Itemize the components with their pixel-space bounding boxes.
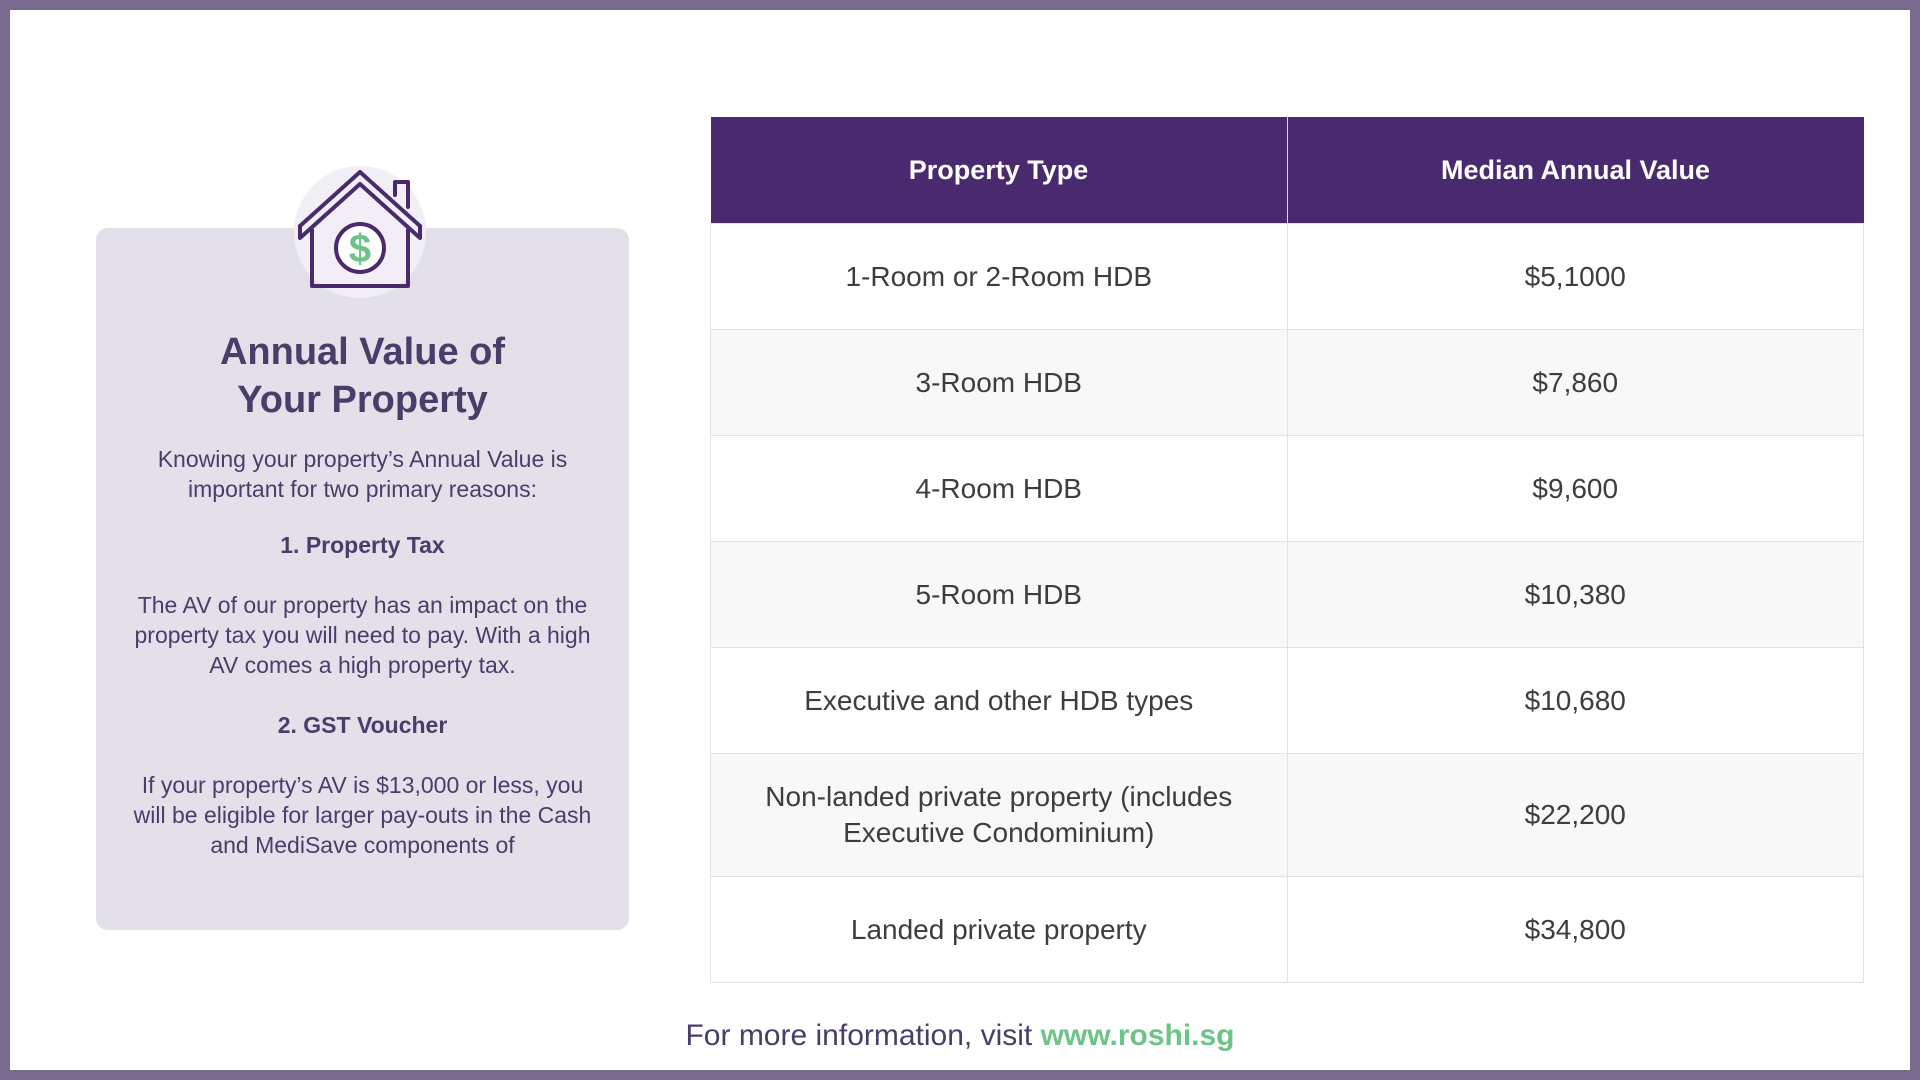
footer-prefix: For more information, visit xyxy=(685,1019,1033,1052)
property-type-cell: 3-Room HDB xyxy=(711,330,1288,436)
footer-note xyxy=(10,1019,1910,1053)
table-row xyxy=(711,224,1864,330)
info-card xyxy=(96,228,629,930)
svg-text:$: $ xyxy=(348,227,372,271)
website-link[interactable]: www.roshi.sg xyxy=(1040,1019,1235,1052)
median-value-cell: $10,380 xyxy=(1287,542,1864,648)
property-type-cell: Executive and other HDB types xyxy=(711,648,1288,754)
card-title: Annual Value of Your Property xyxy=(219,331,506,421)
column-header-median-annual-value: Median Annual Value xyxy=(1287,117,1864,224)
column-header-property-type: Property Type xyxy=(711,117,1288,224)
table-row xyxy=(711,542,1864,648)
section-title-property-tax: 1. Property Tax xyxy=(280,532,445,558)
property-type-cell: 4-Room HDB xyxy=(711,436,1288,542)
property-type-cell: Non-landed private property (includes Executive Condominium) xyxy=(711,754,1288,877)
table-row xyxy=(711,877,1864,983)
median-value-cell: $7,860 xyxy=(1287,330,1864,436)
section-text-gst-voucher: If your property’s AV is $13,000 or less, you will be eligible for larger pay-outs in the Cash and MediSave components of xyxy=(133,772,592,858)
section-title-gst-voucher: 2. GST Voucher xyxy=(277,712,448,738)
median-value-cell: $9,600 xyxy=(1287,436,1864,542)
card-intro: Knowing your property’s Annual Value is important for two primary reasons: xyxy=(157,446,568,502)
annual-value-table xyxy=(710,117,1864,983)
median-value-cell: $10,680 xyxy=(1287,648,1864,754)
table-row xyxy=(711,754,1864,877)
section-text-property-tax: The AV of our property has an impact on the property tax you will need to pay. With a high AV comes a high property tax. xyxy=(134,592,591,678)
house-dollar-icon xyxy=(290,162,430,302)
table-row xyxy=(711,648,1864,754)
property-type-cell: 1-Room or 2-Room HDB xyxy=(711,224,1288,330)
median-value-cell: $34,800 xyxy=(1287,877,1864,983)
median-value-cell: $22,200 xyxy=(1287,754,1864,877)
median-value-cell: $5,1000 xyxy=(1287,224,1864,330)
annual-value-table-container xyxy=(710,117,1864,983)
table-header-row xyxy=(711,117,1864,224)
property-type-cell: 5-Room HDB xyxy=(711,542,1288,648)
property-type-cell: Landed private property xyxy=(711,877,1288,983)
table-row xyxy=(711,330,1864,436)
table-row xyxy=(711,436,1864,542)
